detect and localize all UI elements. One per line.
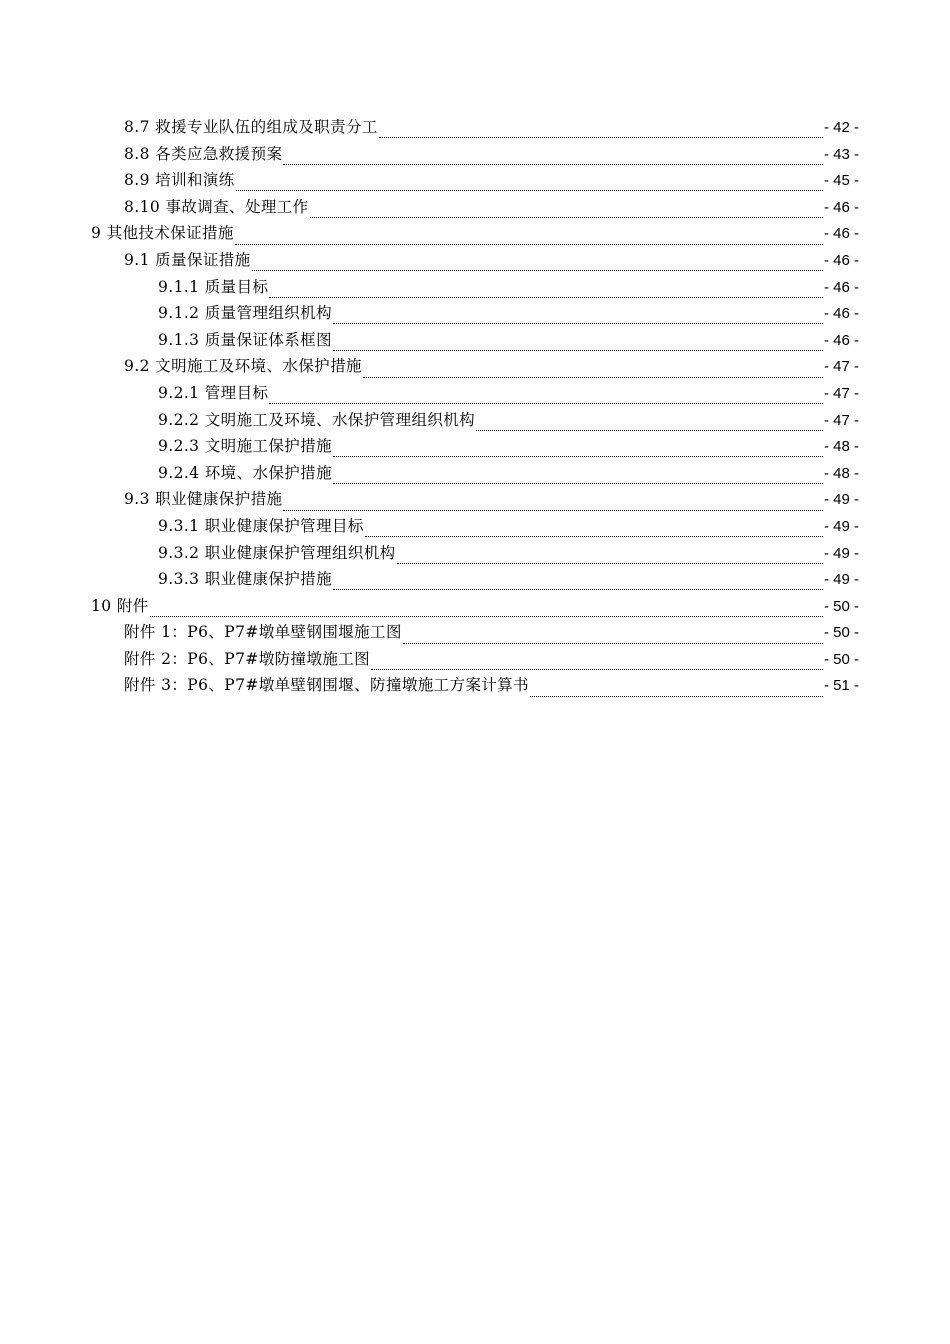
toc-entry-9-2-3[interactable] (0, 433, 950, 460)
dot-leader (365, 520, 823, 537)
dot-leader (283, 494, 823, 511)
dot-leader (333, 573, 823, 590)
toc-entry-title: 8.9 培训和演练 (124, 171, 235, 190)
toc-entry-10[interactable] (0, 593, 950, 620)
toc-entry-9-2[interactable] (0, 353, 950, 380)
toc-page-number: - 47 - (823, 358, 859, 376)
dot-leader (333, 467, 823, 484)
toc-entry-appendix-2[interactable] (0, 646, 950, 673)
toc-entry-9[interactable] (0, 220, 950, 247)
toc-entry-title: 9.1.3 质量保证体系框图 (158, 330, 332, 349)
toc-page-number: - 50 - (823, 650, 859, 668)
toc-page-number: - 46 - (823, 278, 859, 296)
dot-leader (310, 201, 823, 218)
toc-entry-8-9[interactable] (0, 167, 950, 194)
toc-entry-title: 8.7 救援专业队伍的组成及职责分工 (124, 118, 378, 136)
toc-entry-9-3[interactable] (0, 486, 950, 513)
toc-entry-9-2-4[interactable] (0, 460, 950, 487)
toc-entry-9-3-1[interactable] (0, 513, 950, 540)
toc-entry-title: 9.2.3 文明施工保护措施 (158, 437, 332, 456)
toc-entry-title: 9.2.1 管理目标 (158, 383, 269, 402)
toc-page-number: - 50 - (823, 624, 859, 642)
toc-page-number: - 46 - (823, 225, 859, 243)
toc-entry-8-7[interactable] (0, 114, 950, 141)
toc-entry-9-3-2[interactable] (0, 540, 950, 567)
dot-leader (235, 228, 823, 245)
toc-page-number: - 46 - (823, 331, 859, 349)
toc-entry-title: 9.1 质量保证措施 (124, 250, 251, 269)
dot-leader (236, 174, 823, 191)
toc-entry-9-2-2[interactable] (0, 407, 950, 434)
toc-entry-title: 8.8 各类应急救援预案 (124, 144, 283, 163)
toc-entry-8-8[interactable] (0, 141, 950, 168)
dot-leader (283, 148, 823, 165)
toc-page-number: - 49 - (823, 544, 859, 562)
toc-entry-9-1-3[interactable] (0, 327, 950, 354)
toc-page-number: - 47 - (823, 411, 859, 429)
toc-entry-9-3-3[interactable] (0, 566, 950, 593)
toc-entry-title: 附件 2：P6、P7#墩防撞墩施工图 (124, 649, 371, 668)
toc-entry-appendix-1[interactable] (0, 619, 950, 646)
toc-page-number: - 46 - (823, 305, 859, 323)
toc-entry-title: 9.3.3 职业健康保护措施 (158, 570, 332, 589)
toc-page-number: - 46 - (823, 251, 859, 269)
table-of-contents (0, 114, 950, 699)
toc-entry-title: 9 其他技术保证措施 (91, 224, 234, 243)
dot-leader (333, 440, 823, 457)
toc-entry-9-1-2[interactable] (0, 300, 950, 327)
dot-leader (333, 307, 823, 324)
toc-page-number: - 45 - (823, 172, 859, 190)
toc-entry-title: 9.2 文明施工及环境、水保护措施 (124, 357, 362, 376)
toc-entry-title: 9.2.2 文明施工及环境、水保护管理组织机构 (158, 410, 476, 429)
toc-page-number: - 49 - (823, 491, 859, 509)
toc-entry-title: 9.1.2 质量管理组织机构 (158, 304, 332, 323)
toc-page-number: - 48 - (823, 438, 859, 456)
dot-leader (379, 121, 823, 138)
toc-page-number: - 49 - (823, 571, 859, 589)
toc-entry-title: 附件 3：P6、P7#墩单壁钢围堰、防撞墩施工方案计算书 (124, 676, 530, 695)
dot-leader (252, 254, 823, 271)
toc-page-number: - 48 - (823, 464, 859, 482)
toc-page-number: - 51 - (823, 677, 859, 695)
toc-entry-title: 9.3.2 职业健康保护管理组织机构 (158, 543, 396, 562)
toc-page-number: - 47 - (823, 384, 859, 402)
dot-leader (363, 361, 823, 378)
toc-entry-title: 附件 1：P6、P7#墩单壁钢围堰施工图 (124, 623, 402, 642)
toc-page-number: - 49 - (823, 517, 859, 535)
dot-leader (403, 627, 823, 644)
toc-entry-title: 9.1.1 质量目标 (158, 277, 269, 296)
toc-page-number: - 46 - (823, 198, 859, 216)
dot-leader (269, 387, 823, 404)
dot-leader (150, 600, 823, 617)
toc-entry-9-1[interactable] (0, 247, 950, 274)
dot-leader (269, 281, 823, 298)
dot-leader (476, 414, 823, 431)
toc-entry-title: 10 附件 (91, 596, 149, 615)
toc-entry-9-2-1[interactable] (0, 380, 950, 407)
dot-leader (530, 680, 823, 697)
toc-entry-title: 9.3 职业健康保护措施 (124, 490, 283, 509)
toc-entry-8-10[interactable] (0, 194, 950, 221)
dot-leader (333, 334, 823, 351)
toc-entry-title: 9.3.1 职业健康保护管理目标 (158, 516, 364, 535)
toc-page-number: - 42 - (823, 119, 859, 136)
dot-leader (397, 547, 823, 564)
toc-entry-9-1-1[interactable] (0, 274, 950, 301)
toc-page-number: - 50 - (823, 597, 859, 615)
dot-leader (371, 653, 823, 670)
toc-entry-appendix-3[interactable] (0, 672, 950, 699)
toc-page-number: - 43 - (823, 145, 859, 163)
toc-entry-title: 8.10 事故调查、处理工作 (124, 197, 309, 216)
toc-entry-title: 9.2.4 环境、水保护措施 (158, 463, 332, 482)
